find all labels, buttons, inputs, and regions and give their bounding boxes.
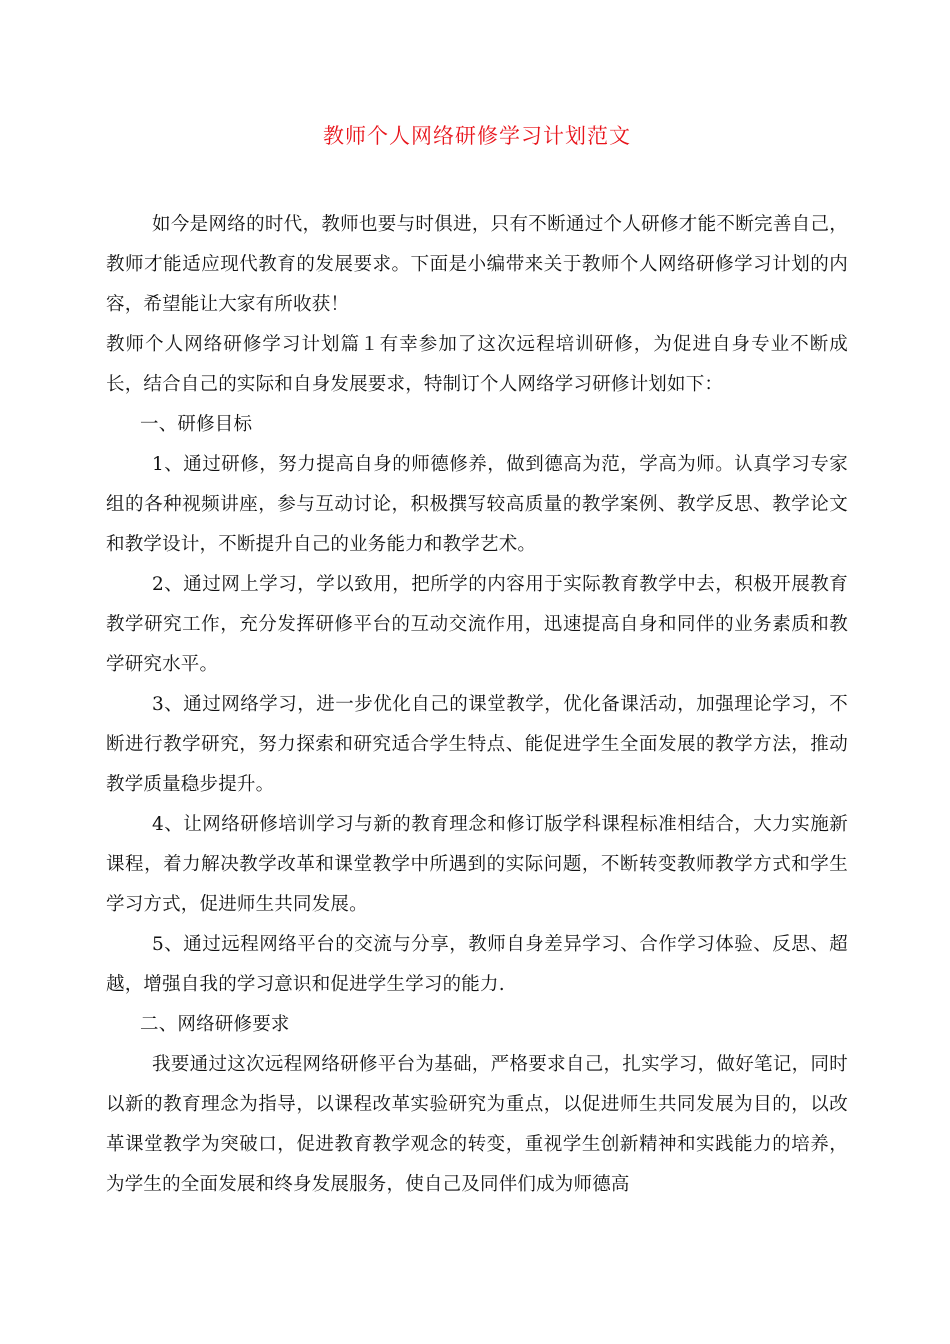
plan-intro-paragraph: 教师个人网络研修学习计划篇１有幸参加了这次远程培训研修，为促进自身专业不断成长，结合自己的实际和自身发展要求，特制订个人网络学习研修计划如下： — [106, 334, 848, 395]
document-title: 教师个人网络研修学习计划范文 — [323, 124, 631, 148]
goal-item-3: 3、通过网络学习，进一步优化自己的课堂教学，优化备课活动，加强理论学习，不断进行教学研究，努力探索和研究适合学生特点、能促进学生全面发展的教学方法，推动教学质量稳步提升。 — [106, 694, 848, 795]
goal-item-5: 5、通过远程网络平台的交流与分享，教师自身差异学习、合作学习体验、反思、超越，增强自我的学习意识和促进学生学习的能力. — [106, 934, 848, 995]
requirements-paragraph: 我要通过这次远程网络研修平台为基础，严格要求自己，扎实学习，做好笔记，同时以新的教育理念为指导，以课程改革实验研究为重点，以促进师生共同发展为目的，以改革课堂教学为突破口，促进教育教学观念的转变，重视学生创新精神和实践能力的培养，为学生的全面发展和终身发展服务，使自己及同伴们成为师德高 — [106, 1054, 848, 1195]
intro-paragraph: 如今是网络的时代，教师也要与时俱进，只有不断通过个人研修才能不断完善自己，教师才能适应现代教育的发展要求。下面是小编带来关于教师个人网络研修学习计划的内容，希望能让大家有所收获！ — [106, 214, 848, 315]
section-heading-goals: 一、研修目标 — [140, 414, 253, 435]
document-body — [106, 205, 848, 1205]
section-heading-requirements: 二、网络研修要求 — [140, 1014, 290, 1035]
goal-item-4: 4、让网络研修培训学习与新的教育理念和修订版学科课程标准相结合，大力实施新课程，着力解决教学改革和课堂教学中所遇到的实际问题，不断转变教师教学方式和学生学习方式，促进师生共同发展。 — [106, 814, 848, 915]
goal-item-1: 1、通过研修，努力提高自身的师德修养，做到德高为范，学高为师。认真学习专家组的各种视频讲座，参与互动讨论，积极撰写较高质量的教学案例、教学反思、教学论文和教学设计，不断提升自己的业务能力和教学艺术。 — [106, 454, 848, 555]
goal-item-2: 2、通过网上学习，学以致用，把所学的内容用于实际教育教学中去，积极开展教育教学研究工作，充分发挥研修平台的互动交流作用，迅速提高自身和同伴的业务素质和教学研究水平。 — [106, 574, 848, 675]
